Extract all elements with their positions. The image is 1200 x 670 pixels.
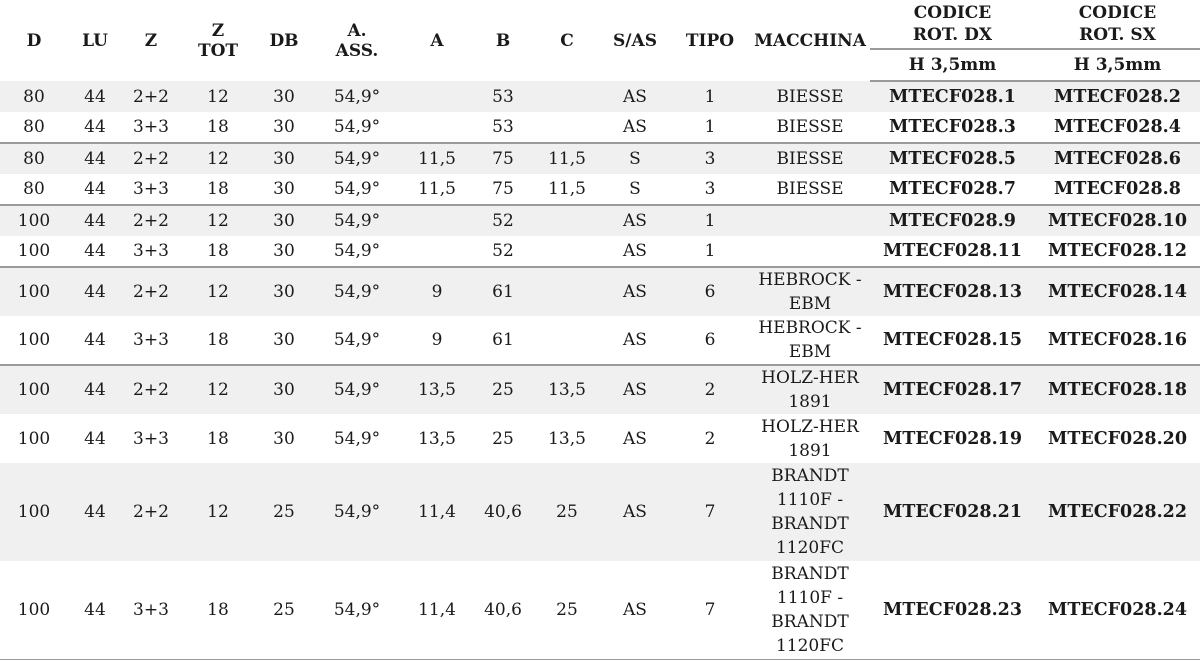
cell-aass: 54,9°	[312, 81, 402, 112]
cell-tipo: 2	[704, 428, 716, 449]
cell-db: 30	[256, 365, 312, 414]
cell-ztot: 18	[207, 428, 229, 449]
cell-ztot: 12	[180, 205, 256, 236]
cell-sas: AS	[600, 81, 670, 112]
cell-c	[534, 81, 600, 112]
cell-dx: MTECF028.17	[870, 365, 1035, 414]
col-header-codice-sx-line1: CODICE	[1078, 3, 1157, 23]
macchina-line: HOLZ-HER	[761, 368, 859, 388]
col-header-codice-sx	[1035, 0, 1200, 49]
cell-lu: 44	[68, 463, 122, 561]
cell-a: 11,5	[402, 143, 472, 174]
cell-z: 2+2	[122, 365, 180, 414]
cell-sas: AS	[600, 205, 670, 236]
cell-ztot: 12	[180, 267, 256, 316]
cell-lu: 44	[68, 561, 122, 659]
cell-d: 80	[23, 179, 45, 199]
cell-lu: 44	[68, 81, 122, 112]
macchina-line: HOLZ-HER	[761, 416, 859, 437]
table-row	[0, 236, 1200, 267]
col-header-ztot-line2: TOT	[197, 40, 239, 61]
cell-ztot: 18	[207, 179, 229, 199]
cell-db: 30	[273, 428, 295, 449]
cell-tipo: 1	[704, 241, 716, 261]
macchina-line: EBM	[788, 342, 832, 362]
cell-db: 25	[256, 463, 312, 561]
cell-dx: MTECF028.13	[870, 267, 1035, 316]
cell-lu: 44	[68, 205, 122, 236]
col-header-codice-dx	[870, 0, 1035, 49]
cell-c: 11,5	[548, 179, 586, 199]
macchina-line: 1120FC	[775, 538, 845, 558]
cell-c: 13,5	[548, 428, 586, 449]
cell-dx: MTECF028.21	[870, 463, 1035, 561]
cell-a: 11,5	[418, 179, 456, 199]
cell-sx: MTECF028.20	[1047, 428, 1188, 449]
cell-tipo: 6	[704, 330, 716, 350]
cell-d: 100	[0, 463, 68, 561]
cell-sx: MTECF028.12	[1047, 241, 1188, 261]
cell-ztot: 12	[180, 365, 256, 414]
col-header-c: C	[560, 30, 574, 51]
cell-c	[534, 267, 600, 316]
cell-a	[402, 205, 472, 236]
cell-lu: 44	[84, 179, 106, 199]
cell-b: 53	[492, 117, 514, 137]
cell-db: 30	[273, 179, 295, 199]
cell-z: 3+3	[133, 117, 169, 137]
cell-aass: 54,9°	[312, 205, 402, 236]
table-row	[0, 414, 1200, 463]
cell-sx: MTECF028.24	[1035, 561, 1200, 659]
cell-sas: AS	[623, 241, 647, 261]
cell-macchina	[750, 143, 870, 174]
macchina-line: BIESSE	[776, 149, 844, 169]
macchina-line: HEBROCK -	[758, 270, 862, 290]
cell-sas: AS	[623, 117, 647, 137]
cell-d: 100	[0, 205, 68, 236]
cell-db: 30	[273, 330, 295, 350]
cell-macchina	[750, 81, 870, 112]
col-header-codice-sx-line2: ROT. SX	[1079, 25, 1156, 45]
cell-aass: 54,9°	[312, 267, 402, 316]
cell-sx: MTECF028.22	[1035, 463, 1200, 561]
cell-db: 30	[273, 117, 295, 137]
cell-a: 11,4	[402, 561, 472, 659]
cell-d: 80	[0, 81, 68, 112]
table-row	[0, 143, 1200, 174]
cell-sas: S	[629, 179, 641, 199]
cell-sx: MTECF028.16	[1047, 330, 1188, 350]
cell-dx: MTECF028.3	[889, 117, 1016, 137]
cell-sas: AS	[623, 330, 647, 350]
macchina-line: 1120FC	[775, 635, 845, 656]
cell-tipo: 1	[670, 205, 750, 236]
cell-tipo: 3	[670, 143, 750, 174]
cell-tipo: 2	[670, 365, 750, 414]
cell-c	[534, 316, 600, 365]
cell-c: 25	[534, 463, 600, 561]
cell-aass: 54,9°	[333, 179, 381, 199]
macchina-line: 1110F -	[776, 490, 844, 510]
cell-db: 30	[256, 267, 312, 316]
cell-b: 40,6	[472, 561, 534, 659]
macchina-line: BIESSE	[776, 117, 844, 137]
cell-sx: MTECF028.8	[1054, 179, 1181, 199]
cell-sx: MTECF028.14	[1035, 267, 1200, 316]
macchina-line: HEBROCK -	[758, 318, 862, 338]
cell-lu: 44	[84, 241, 106, 261]
cell-a: 9	[431, 330, 443, 350]
cell-d: 100	[17, 241, 51, 261]
cell-ztot: 18	[207, 241, 229, 261]
cell-macchina	[750, 112, 870, 143]
table-row	[0, 316, 1200, 365]
cell-d: 100	[0, 561, 68, 659]
cell-macchina	[750, 267, 870, 316]
col-header-db: DB	[269, 30, 299, 51]
cell-sx: MTECF028.10	[1035, 205, 1200, 236]
cell-sx: MTECF028.4	[1054, 117, 1181, 137]
cell-dx: MTECF028.7	[889, 179, 1016, 199]
cell-macchina	[750, 561, 870, 659]
cell-d: 100	[0, 267, 68, 316]
col-header-lu: LU	[82, 30, 108, 51]
cell-tipo: 3	[704, 179, 716, 199]
cell-tipo: 7	[670, 463, 750, 561]
cell-z: 3+3	[133, 428, 169, 449]
cell-b: 40,6	[472, 463, 534, 561]
col-header-ztot	[180, 0, 256, 81]
cell-d: 100	[0, 365, 68, 414]
cell-c	[534, 236, 600, 267]
cell-z: 2+2	[122, 143, 180, 174]
cell-tipo: 7	[670, 561, 750, 659]
cell-macchina	[750, 174, 870, 205]
cell-b: 75	[472, 143, 534, 174]
cell-tipo: 1	[704, 117, 716, 137]
cell-a: 11,4	[402, 463, 472, 561]
cell-z: 3+3	[133, 179, 169, 199]
col-header-codice-dx-line1: CODICE	[913, 3, 992, 23]
cell-b: 61	[472, 267, 534, 316]
cell-sx: MTECF028.2	[1035, 81, 1200, 112]
cell-d: 80	[23, 117, 45, 137]
cell-b: 52	[492, 241, 514, 261]
table-header	[0, 0, 1200, 81]
cell-b: 25	[472, 365, 534, 414]
table-row	[0, 365, 1200, 414]
cell-c: 13,5	[534, 365, 600, 414]
cell-d: 100	[17, 428, 51, 449]
cell-tipo: 6	[670, 267, 750, 316]
col-header-ztot-line1: Z	[211, 20, 225, 41]
cell-ztot: 18	[180, 561, 256, 659]
col-header-macchina: MACCHINA	[754, 30, 866, 51]
macchina-line: BRANDT	[771, 514, 849, 534]
cell-a	[402, 81, 472, 112]
cell-lu: 44	[84, 330, 106, 350]
col-header-d: D	[26, 30, 42, 51]
cell-sas: AS	[623, 428, 647, 449]
col-header-tipo: TIPO	[685, 30, 735, 51]
table-row	[0, 267, 1200, 316]
cell-dx: MTECF028.23	[870, 561, 1035, 659]
cell-sas: AS	[600, 267, 670, 316]
cell-z: 3+3	[133, 330, 169, 350]
cell-sas: AS	[600, 463, 670, 561]
cell-z: 3+3	[133, 241, 169, 261]
cell-aass: 54,9°	[312, 143, 402, 174]
cell-lu: 44	[68, 365, 122, 414]
cell-tipo: 1	[670, 81, 750, 112]
cell-macchina	[750, 463, 870, 561]
cell-b: 61	[492, 330, 514, 350]
cell-sx: MTECF028.18	[1035, 365, 1200, 414]
macchina-line: 1110F -	[776, 587, 844, 608]
cell-ztot: 18	[207, 330, 229, 350]
col-header-codice-dx-line2: ROT. DX	[912, 25, 993, 45]
table-row	[0, 112, 1200, 143]
macchina-line: 1891	[788, 440, 832, 461]
cell-aass: 54,9°	[333, 428, 381, 449]
macchina-line: BRANDT	[771, 563, 849, 584]
cell-macchina	[750, 316, 870, 365]
cell-dx: MTECF028.11	[882, 241, 1023, 261]
cell-dx: MTECF028.1	[870, 81, 1035, 112]
cell-b: 52	[472, 205, 534, 236]
macchina-line: EBM	[788, 294, 832, 314]
table-row	[0, 463, 1200, 561]
cell-lu: 44	[68, 143, 122, 174]
macchina-line: BIESSE	[776, 179, 844, 199]
cell-z: 2+2	[122, 81, 180, 112]
cell-c	[534, 112, 600, 143]
cell-db: 30	[256, 205, 312, 236]
cell-aass: 54,9°	[333, 117, 381, 137]
cell-a	[402, 112, 472, 143]
cell-db: 30	[256, 81, 312, 112]
col-header-sas: S/AS	[613, 30, 657, 51]
col-header-aass-line1: A.	[347, 20, 367, 41]
cell-a: 9	[402, 267, 472, 316]
cell-a: 13,5	[402, 365, 472, 414]
macchina-line: 1891	[788, 392, 832, 412]
table-row	[0, 205, 1200, 236]
cell-aass: 54,9°	[312, 561, 402, 659]
cell-z: 3+3	[122, 561, 180, 659]
cell-dx: MTECF028.5	[870, 143, 1035, 174]
cell-aass: 54,9°	[312, 365, 402, 414]
cell-aass: 54,9°	[333, 241, 381, 261]
col-subheader-h-sx: H 3,5mm	[1035, 49, 1200, 81]
cell-z: 2+2	[122, 267, 180, 316]
cell-sas: AS	[600, 365, 670, 414]
cell-b: 25	[492, 428, 514, 449]
cell-dx: MTECF028.19	[882, 428, 1023, 449]
cell-c: 11,5	[534, 143, 600, 174]
cell-db: 30	[256, 143, 312, 174]
cell-d: 100	[17, 330, 51, 350]
cell-macchina	[750, 365, 870, 414]
cell-lu: 44	[84, 117, 106, 137]
cell-dx: MTECF028.15	[882, 330, 1023, 350]
cell-b: 75	[492, 179, 514, 199]
table-row	[0, 81, 1200, 112]
cell-db: 25	[256, 561, 312, 659]
cell-aass: 54,9°	[312, 463, 402, 561]
cell-a	[402, 236, 472, 267]
cell-sx: MTECF028.6	[1035, 143, 1200, 174]
table-row	[0, 174, 1200, 205]
macchina-line: BRANDT	[771, 611, 849, 632]
cell-aass: 54,9°	[333, 330, 381, 350]
cell-z: 2+2	[122, 463, 180, 561]
col-header-a: A	[430, 30, 444, 51]
cell-ztot: 18	[207, 117, 229, 137]
cell-dx: MTECF028.9	[870, 205, 1035, 236]
cell-z: 2+2	[122, 205, 180, 236]
cell-macchina	[750, 236, 870, 267]
cell-macchina	[750, 205, 870, 236]
cell-ztot: 12	[180, 143, 256, 174]
cell-c	[534, 205, 600, 236]
table-body	[0, 81, 1200, 659]
col-header-z: Z	[144, 30, 158, 51]
cell-sas: S	[600, 143, 670, 174]
col-header-aass-line2: ASS.	[335, 40, 379, 61]
cell-ztot: 12	[180, 81, 256, 112]
macchina-line: BIESSE	[776, 86, 844, 107]
cell-c: 25	[534, 561, 600, 659]
cell-lu: 44	[84, 428, 106, 449]
col-subheader-h-dx: H 3,5mm	[870, 49, 1035, 81]
cell-b: 53	[472, 81, 534, 112]
cell-sas: AS	[600, 561, 670, 659]
col-header-b: B	[495, 30, 511, 51]
cell-a: 13,5	[418, 428, 456, 449]
cell-macchina	[750, 414, 870, 463]
cell-d: 80	[0, 143, 68, 174]
cell-lu: 44	[68, 267, 122, 316]
cell-ztot: 12	[180, 463, 256, 561]
col-header-aass	[312, 0, 402, 81]
macchina-line: BRANDT	[771, 466, 849, 486]
cell-db: 30	[273, 241, 295, 261]
table-row	[0, 561, 1200, 659]
